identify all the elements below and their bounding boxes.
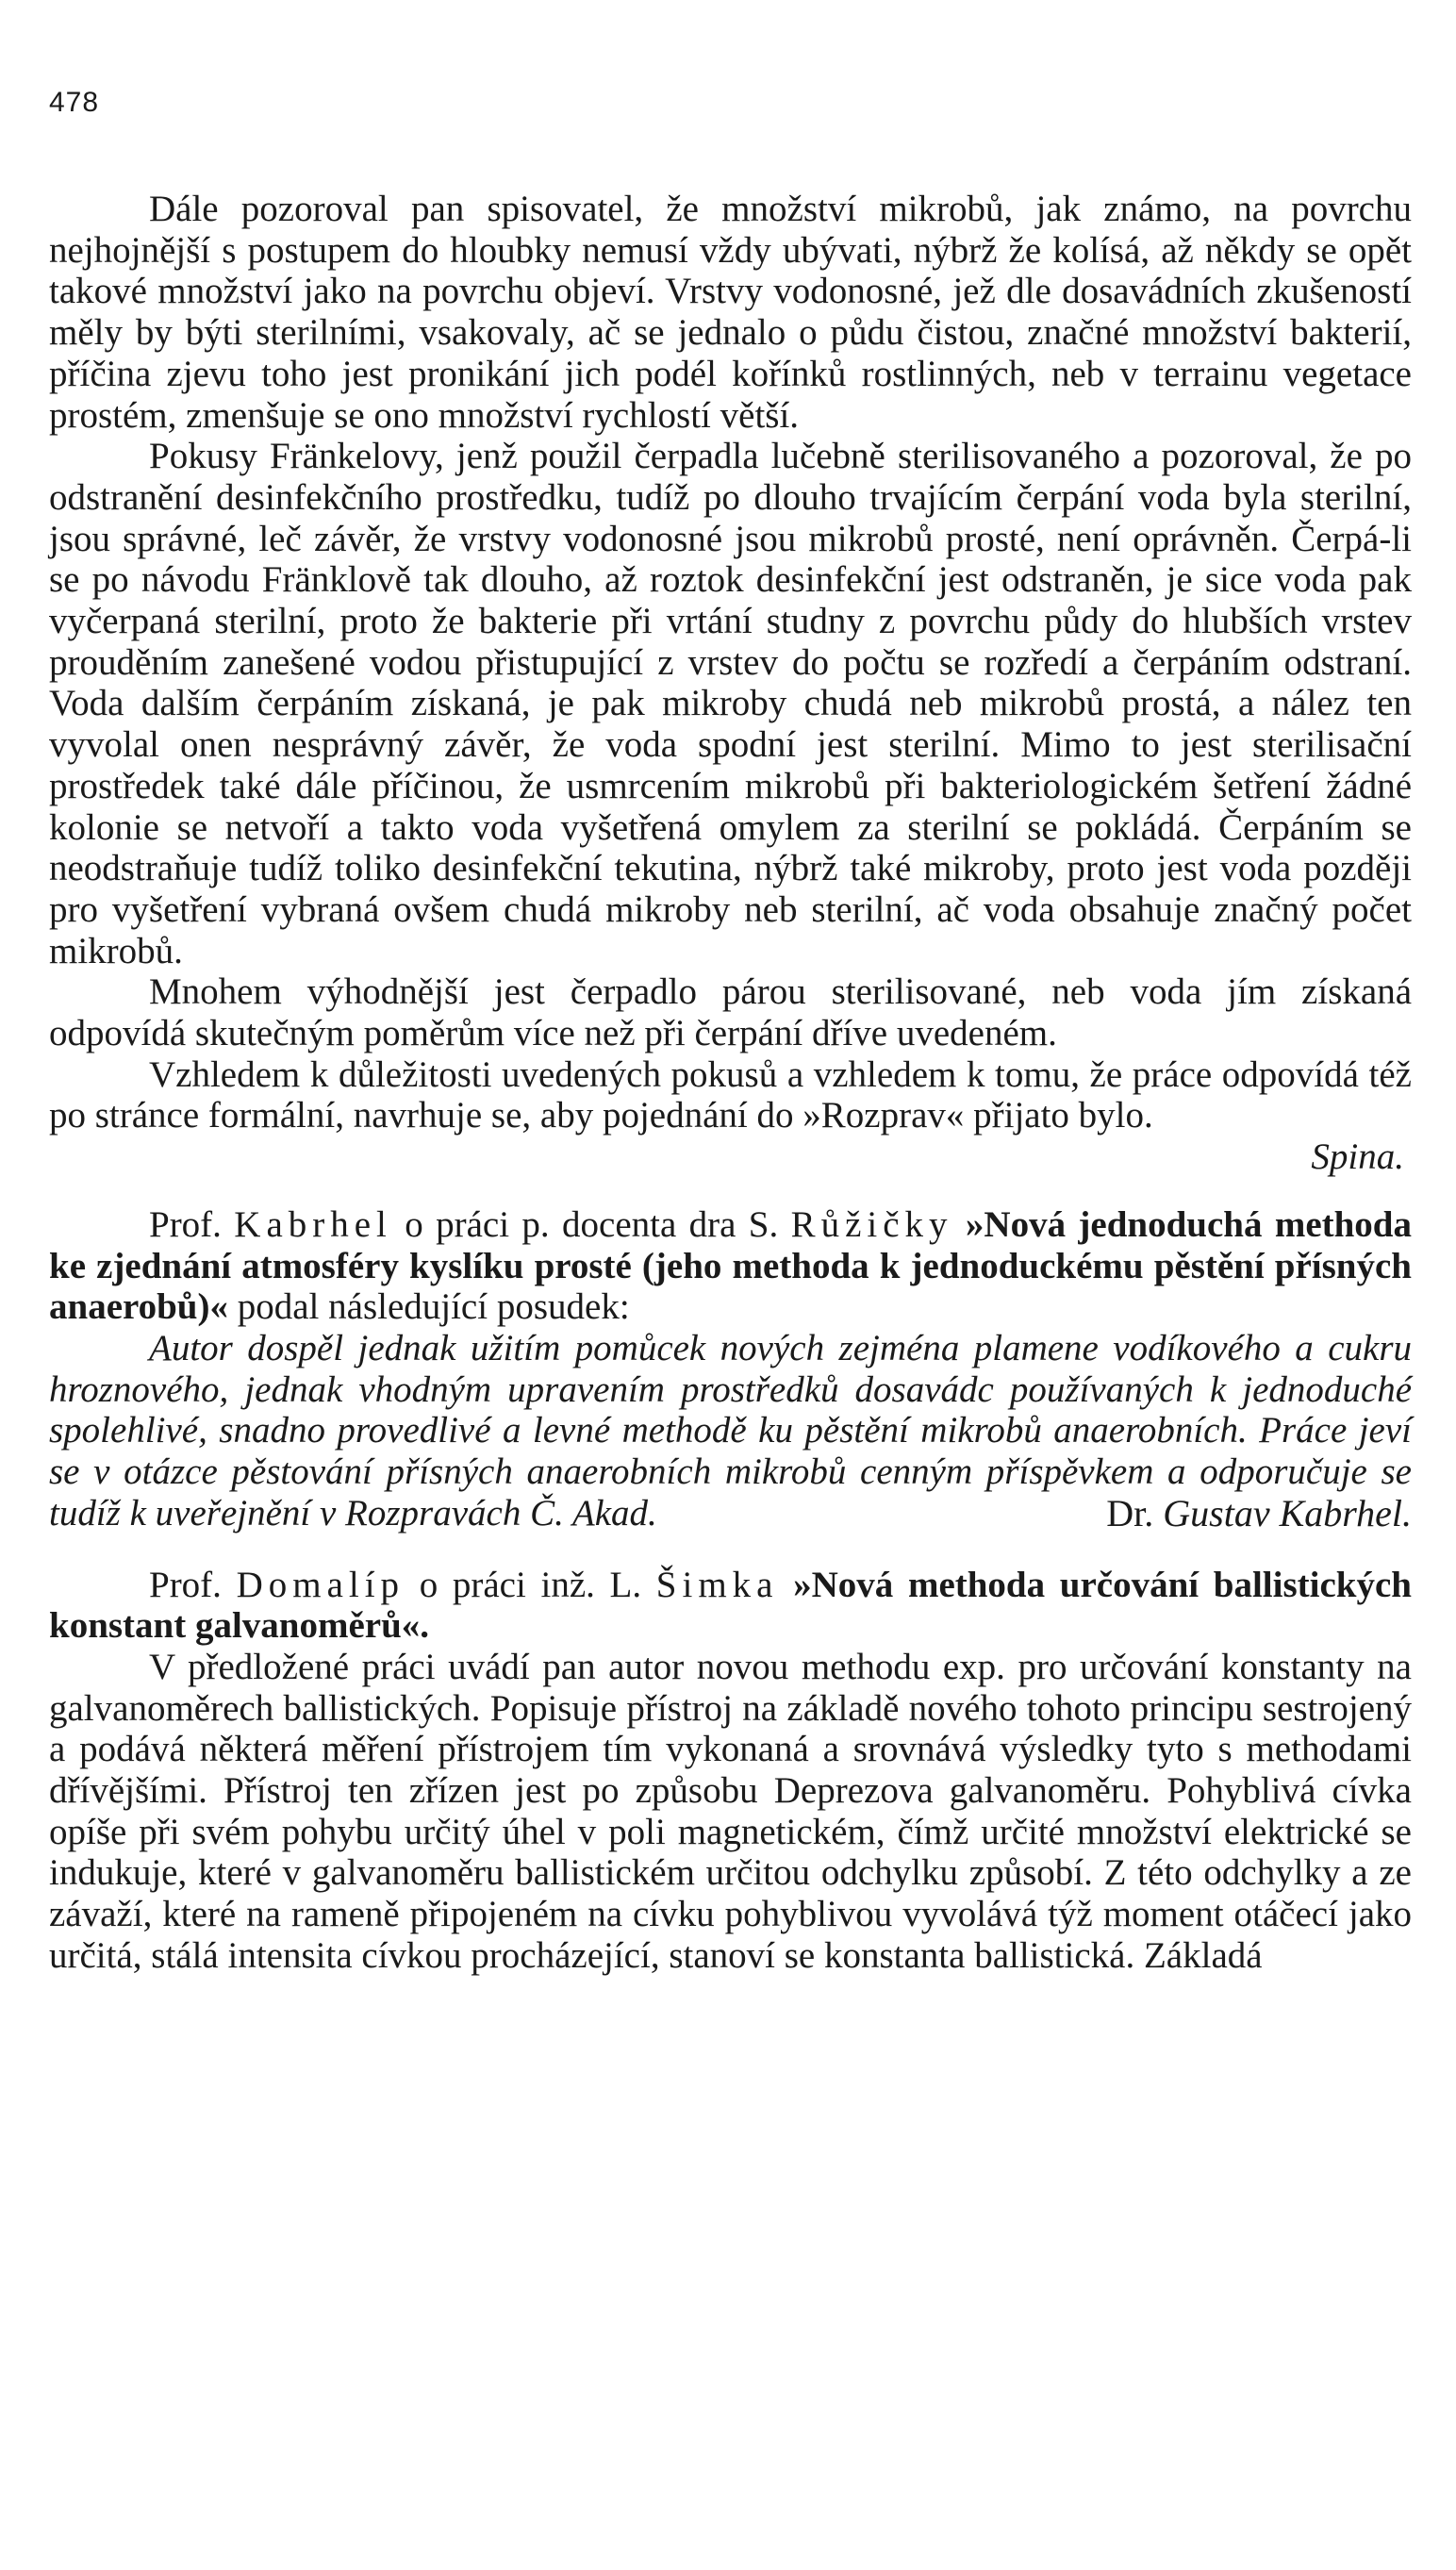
paragraph: Dále pozoroval pan spisovatel, že množství mikrobů, jak známo, na povrchu nejhojnější s postupem do hloubky nemusí vždy ubývati, nýbrž že kolísá, až někdy se opět takové množství jako na povrchu objeví. Vrstvy vodonosné, jež dle dosavádních zkušeností měly by býti sterilními, vsakovaly, ač se jednalo o půdu čistou, značné množství bakterií, příčina zjevu toho jest pronikání jich podél kořínků rostlinných, neb v terrainu vegetace prostém, zmenšuje se ono množství rychlostí větší. (49, 189, 1412, 436)
review-intro (49, 1204, 1412, 1328)
page-body (49, 189, 1412, 1977)
signature: Spina. (1311, 1136, 1404, 1178)
paragraph: Pokusy Fränkelovy, jenž použil čerpadla lučebně sterilisovaného a pozoroval, že po odstranění desinfekčního prostředku, tudíž po dlouho trvajícím čerpání voda byla sterilní, jsou správné, leč závěr, že vrstvy vodonosné jsou mikrobů prosté, není oprávněn. Čerpá-li se po návodu Fränklově tak dlouho, až roztok desinfekční jest odstraněn, je sice voda pak vyčerpaná sterilní, proto že bakterie při vrtání studny z povrchu půdy do hlubších vrstev prouděním zanešené vodou přistupující z vrstev do počtu se rozředí a čerpáním odstraní. Voda dalším čerpáním získaná, je pak mikroby chudá neb mikrobů prostá, a nález ten vyvolal onen nesprávný závěr, že voda spodní jest sterilní. Mimo to jest sterilisační prostředek také dále příčinou, že usmrcením mikrobů při bakteriologickém šetření žádné kolonie se netvoří a takto voda vyšetřená omylem za sterilní se pokládá. Čerpáním se neodstraňuje tudíž toliko desinfekční tekutina, nýbrž také mikroby, proto jest voda později pro vyšetření vybraná ovšem chudá mikroby neb sterilní, ač voda obsahuje značný počet mikrobů. (49, 436, 1412, 971)
work-title: »Nová methoda určování ballistických konstant galvanoměrů«. (49, 1564, 1412, 1647)
intro-mid: o práci inž. L. (405, 1564, 656, 1605)
review-intro (49, 1565, 1412, 1647)
intro-prefix: Prof. (149, 1203, 235, 1245)
work-title: »Nová jednoduchá methoda ke zjednání atmosféry kyslíku prosté (jeho methoda k jednoduckému pěstění přísných anaerobů)« (49, 1203, 1412, 1328)
page-number: 478 (49, 87, 100, 118)
author-name: Šimka (655, 1564, 779, 1605)
intro-prefix: Prof. (149, 1564, 237, 1605)
intro-mid: o práci p. docenta dra S. (391, 1203, 791, 1245)
review-kabrhel (49, 1204, 1412, 1534)
review-text (49, 1328, 1412, 1534)
paragraph: V předložené práci uvádí pan autor novou methodu exp. pro určování konstanty na galvanoměrech ballistických. Popisuje přístroj na základě nového tohoto principu sestrojený a podává některá měření přístrojem tím vykonaná a srovnává výsledky tyto s methodami dřívějšími. Přístroj ten zřízen jest po způsobu Deprezova galvanoměru. Pohyblivá cívka opíše při svém pohybu určitý úhel v poli magnetickém, čímž určité množství elektrické se indukuje, které v galvanoměru ballistickém určitou odchylku způsobí. Z této odchylky a ze závaží, které na rameně připojeném na cívku pohyblivou vyvolává týž moment otáčecí jako určitá, stálá intensita cívkou procházející, stanoví se konstanta ballistická. Základá (49, 1646, 1412, 1976)
review-body: Autor dospěl jednak užitím pomůcek nových zejména plamene vodíkového a cukru hroznového, jednak vhodným upravením prostředků dosavádc používaných k jednoduché spolehlivé, snadno provedlivé a levné methodě ku pěstění mikrobů anaerobních. Práce jeví se v otázce pěstování přísných anaerobních mikrobů cenným příspěvkem a odporučuje se tudíž k uveřejnění v Rozpravách Č. Akad. (49, 1327, 1412, 1534)
signature (1006, 1493, 1412, 1534)
reviewer-name: Kabrhel (234, 1203, 392, 1245)
signature-name: Gustav Kabrhel. (1163, 1491, 1412, 1534)
reviewer-name: Domalíp (236, 1564, 405, 1605)
paragraph: Vzhledem k důležitosti uvedených pokusů a vzhledem k tomu, že práce odpovídá též po stránce formální, navrhuje se, aby pojednání do »Rozprav« přijato bylo. (49, 1053, 1412, 1136)
paragraph: Mnohem výhodnější jest čerpadlo párou sterilisované, neb voda jím získaná odpovídá skutečným poměrům více než při čerpání dříve uvedeném. (49, 971, 1412, 1054)
intro-suffix: podal následující posudek: (227, 1286, 630, 1328)
review-spina (49, 189, 1412, 1178)
signature-prefix: Dr. (1106, 1491, 1164, 1534)
author-name: Růžičky (790, 1203, 953, 1245)
review-domalip (49, 1565, 1412, 1977)
